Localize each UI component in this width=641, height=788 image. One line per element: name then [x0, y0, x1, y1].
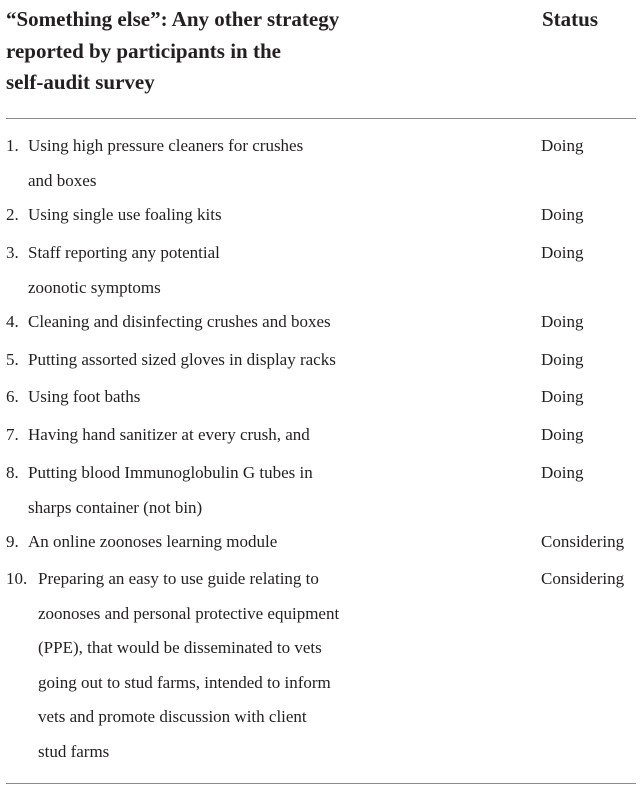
row-text-line: vets and promote discussion with client — [38, 707, 307, 727]
row-text-line: Using foot baths — [28, 387, 141, 406]
row-status: Considering — [541, 532, 625, 551]
row-status: Doing — [541, 387, 584, 406]
row-text — [28, 418, 310, 453]
row-text-line: zoonotic symptoms — [28, 277, 161, 297]
row-status: Doing — [541, 205, 584, 224]
row-text — [28, 380, 140, 415]
row-text-line: stud farms — [38, 741, 110, 761]
row-text — [28, 525, 277, 560]
row-number: 4. — [6, 312, 19, 331]
row-text-line: Putting assorted sized gloves in display racks — [28, 350, 336, 369]
row-number: 1. — [6, 136, 19, 155]
header-title-line: self-audit survey — [6, 70, 155, 94]
row-number: 8. — [6, 463, 19, 482]
row-number: 10. — [6, 569, 28, 588]
row-text-line: Putting blood Immunoglobulin G tubes in — [28, 463, 313, 482]
row-status: Doing — [541, 425, 584, 444]
row-text-line: Using single use foaling kits — [28, 205, 222, 224]
table-bottom-rule — [6, 783, 636, 784]
row-number: 2. — [6, 205, 19, 224]
row-text — [28, 456, 313, 525]
header-title-line: “Something else”: Any other strategy — [6, 7, 340, 31]
row-text-line: going out to stud farms, intended to inform — [38, 672, 331, 692]
row-text — [28, 236, 220, 305]
row-status: Doing — [541, 243, 584, 262]
table-header — [6, 0, 636, 118]
row-number: 9. — [6, 532, 19, 551]
row-text-line: Cleaning and disinfecting crushes and boxes — [28, 312, 331, 331]
row-text — [38, 562, 339, 770]
row-text-line: (PPE), that would be disseminated to vets — [38, 638, 322, 658]
row-text-line: An online zoonoses learning module — [28, 532, 278, 551]
row-text — [28, 343, 336, 378]
row-number: 7. — [6, 425, 19, 444]
row-number: 6. — [6, 387, 19, 406]
row-text-line: and boxes — [28, 170, 97, 190]
row-text — [28, 305, 331, 340]
row-status: Doing — [541, 463, 584, 482]
row-status: Doing — [541, 136, 584, 155]
row-text-line: Preparing an easy to use guide relating to — [38, 569, 319, 588]
header-title-line: reported by participants in the — [6, 38, 281, 63]
row-number: 5. — [6, 350, 19, 369]
column-header-status: Status — [542, 7, 599, 31]
row-text-line: sharps container (not bin) — [28, 497, 203, 517]
row-status: Doing — [541, 350, 584, 369]
row-status: Considering — [541, 569, 625, 588]
row-text-line: Staff reporting any potential — [28, 243, 220, 262]
row-text — [28, 129, 303, 198]
row-text-line: Having hand sanitizer at every crush, and — [28, 425, 310, 444]
header-divider — [6, 118, 636, 119]
row-text-line: Using high pressure cleaners for crushes — [28, 136, 304, 155]
row-number: 3. — [6, 243, 19, 262]
row-status: Doing — [541, 312, 584, 331]
row-text — [28, 198, 222, 233]
row-text-line: zoonoses and personal protective equipment — [38, 603, 340, 623]
column-header-strategy — [6, 4, 406, 99]
